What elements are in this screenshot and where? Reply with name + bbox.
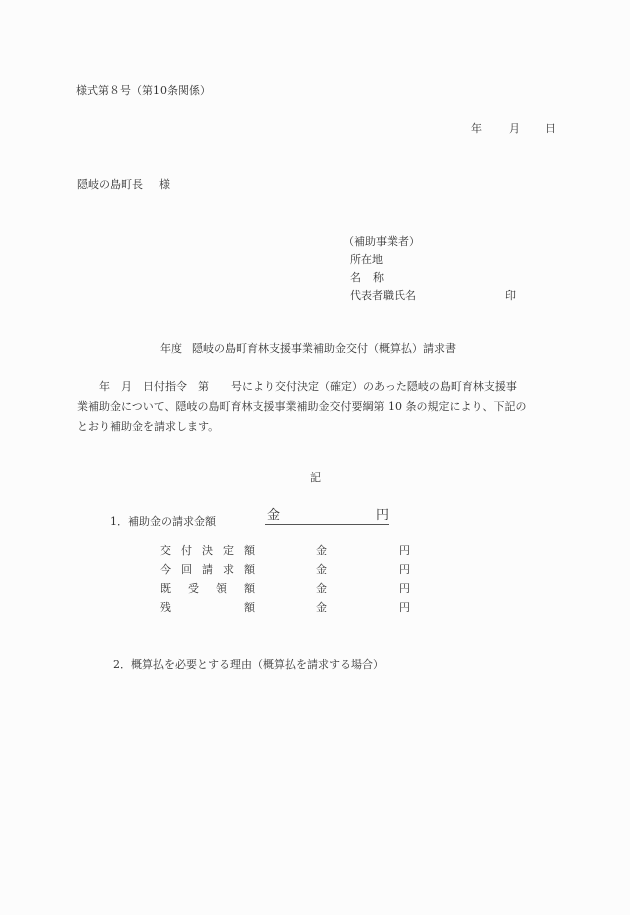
form-number: 様式第８号（第10条関係） xyxy=(76,84,211,97)
ki-heading: 記 xyxy=(310,471,321,484)
body-line-2: 業補助金について、隠岐の島町育林支援事業補助金交付要綱第 10 条の規定により、下記の xyxy=(77,400,527,413)
item-1-label: 1．補助金の請求金額 xyxy=(110,515,216,528)
applicant-heading: （補助事業者） xyxy=(343,235,420,248)
date-month-label: 月 xyxy=(509,122,520,135)
applicant-representative-row xyxy=(343,287,540,305)
date-day-label: 日 xyxy=(545,122,556,135)
addressee-honorific: 様 xyxy=(159,178,170,191)
amount-prefix: 金 xyxy=(316,563,327,576)
body-line-3: とおり補助金を請求します。 xyxy=(77,420,220,433)
amount-prefix: 金 xyxy=(316,582,327,595)
amount-prefix: 金 xyxy=(267,508,281,523)
title-fiscal-year-label: 年度 xyxy=(160,342,182,355)
body-paragraph xyxy=(77,377,563,437)
breakdown-row-current-request: 今 回 請 求 額 金 円 xyxy=(160,563,410,576)
applicant-representative-label: 代表者職氏名 xyxy=(350,289,416,302)
amount-suffix: 円 xyxy=(399,582,410,595)
request-amount-field[interactable] xyxy=(265,509,389,525)
body-line-1: 年 月 日付指令 第 号により交付決定（確定）のあった隠岐の島町育林支援事 xyxy=(99,380,517,393)
breakdown-row-remaining: 残 額 金 円 xyxy=(160,601,410,614)
date-year-label: 年 xyxy=(471,122,482,135)
date-line xyxy=(471,123,556,134)
breakdown-row-grant-decision: 交 付 決 定 額 金 円 xyxy=(160,544,410,557)
applicant-address-label: 所在地 xyxy=(350,253,383,266)
item-1-request-amount xyxy=(110,509,389,527)
amount-breakdown xyxy=(160,545,410,621)
amount-suffix: 円 xyxy=(399,563,410,576)
amount-suffix: 円 xyxy=(375,508,389,523)
title-main: 隠岐の島町育林支援事業補助金交付（概算払）請求書 xyxy=(192,342,456,355)
amount-suffix: 円 xyxy=(399,601,410,614)
addressee xyxy=(77,179,170,190)
amount-prefix: 金 xyxy=(316,601,327,614)
item-2-reason: 2．概算払を必要とする理由（概算払を請求する場合） xyxy=(113,658,384,671)
breakdown-row-already-received: 既 受 領 額 金 円 xyxy=(160,582,410,595)
amount-prefix: 金 xyxy=(316,544,327,557)
document-title xyxy=(160,343,456,354)
seal-mark: 印 xyxy=(505,289,516,302)
amount-suffix: 円 xyxy=(399,544,410,557)
addressee-name: 隠岐の島町長 xyxy=(77,178,143,191)
applicant-name-label: 名 称 xyxy=(350,271,384,284)
applicant-block xyxy=(343,233,540,305)
